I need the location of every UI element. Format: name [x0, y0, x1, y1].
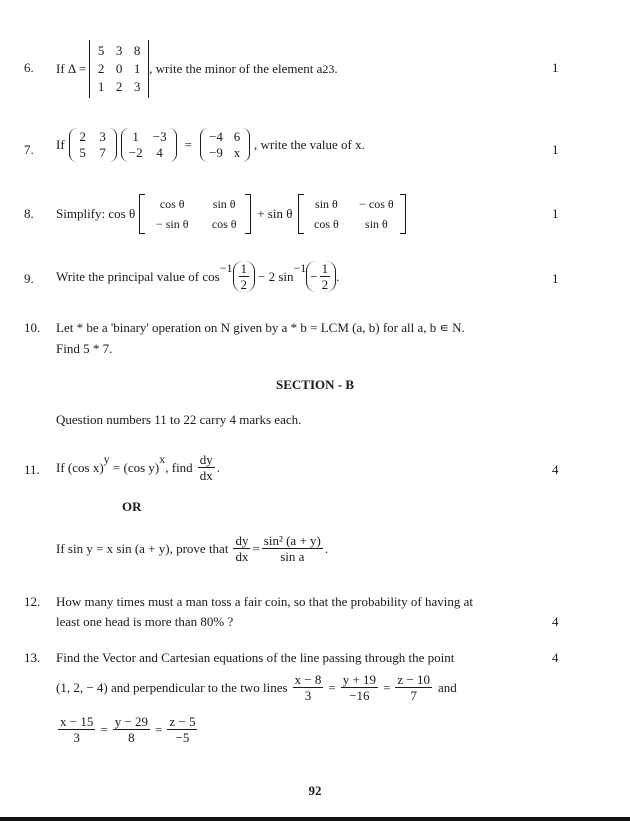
q9-sup: −1: [219, 261, 233, 275]
q6-if-delta: If Δ =: [56, 61, 87, 76]
det-cell: 2: [115, 79, 123, 94]
q9-marks: 1: [552, 271, 559, 286]
q8-matrix-2: [298, 194, 406, 234]
question-number-9: 9.: [24, 271, 34, 286]
fraction-denominator: 8: [128, 730, 135, 745]
q11-fraction: [198, 452, 215, 483]
q13-equals: =: [100, 721, 108, 737]
q13-fraction: [341, 672, 378, 703]
question-number-7: 7.: [24, 142, 34, 157]
q8-plus-sin: + sin θ: [257, 206, 293, 221]
fraction-denominator: 7: [410, 688, 417, 703]
matrix-cell: −4: [209, 129, 223, 144]
q11-alt-fraction-1: [233, 533, 250, 564]
matrix-cell: −3: [152, 129, 167, 144]
matrix-cell: 4: [156, 145, 163, 160]
q7-marks: 1: [552, 142, 559, 157]
q6-determinant: [89, 40, 149, 98]
det-cell: 2: [97, 61, 105, 76]
fraction-denominator: sin a: [280, 549, 305, 564]
fraction-denominator: 2: [240, 277, 247, 292]
fraction-denominator: dx: [199, 468, 213, 483]
q11-end: .: [216, 459, 220, 475]
det-cell: 0: [115, 61, 123, 76]
q8-text: Simplify: cos θ: [56, 206, 136, 221]
fraction-denominator: −16: [349, 688, 370, 703]
q7-equals: =: [184, 137, 193, 152]
question-number-10: 10.: [24, 320, 41, 335]
q13-line-1: Find the Vector and Cartesian equations of the line passing through the point: [56, 650, 455, 665]
page-number: 92: [308, 783, 322, 798]
q11-marks: 4: [552, 462, 559, 477]
q6-end: .: [334, 61, 338, 76]
q6-marks: 1: [552, 60, 559, 75]
fraction-denominator: 2: [321, 277, 329, 292]
det-cell: 3: [133, 79, 141, 94]
question-number-11: 11.: [24, 462, 40, 477]
matrix-cell: 7: [99, 145, 106, 160]
q10-line-2: Find 5 * 7.: [56, 341, 113, 356]
q9-end: .: [336, 268, 340, 284]
matrix-cell: cos θ: [159, 197, 185, 211]
question-11-alt: [56, 533, 328, 564]
question-number-13: 13.: [24, 650, 41, 665]
fraction-numerator: dy: [235, 533, 249, 548]
bottom-rule: [0, 817, 630, 821]
q13-marks: 4: [552, 650, 559, 665]
matrix-cell: 3: [99, 129, 106, 144]
matrix-cell: x: [233, 145, 241, 160]
fraction-numerator: sin² (a + y): [263, 533, 321, 548]
q9-minus-sin: − 2 sin: [258, 268, 294, 284]
q9-neg: −: [310, 268, 318, 284]
q13-line-2: [56, 672, 457, 703]
q13-fraction: [293, 672, 324, 703]
q7-matrix-3: [200, 128, 250, 162]
section-b-title: SECTION - B: [275, 377, 355, 392]
q6-text: , write the minor of the element a: [149, 61, 323, 76]
question-number-6: 6.: [24, 60, 34, 75]
matrix-cell: cos θ: [314, 217, 339, 231]
fraction-numerator: z − 5: [169, 714, 196, 729]
fraction-denominator: 3: [73, 730, 80, 745]
q11-text-c: , find: [165, 459, 193, 475]
matrix-cell: sin θ: [315, 197, 338, 211]
fraction-numerator: x − 15: [60, 714, 94, 729]
matrix-cell: 6: [233, 129, 241, 144]
matrix-cell: −9: [209, 145, 223, 160]
question-6-body: [56, 40, 338, 98]
matrix-cell: − cos θ: [359, 197, 394, 211]
q9-paren-2: [306, 261, 336, 292]
det-cell: 1: [133, 61, 141, 76]
section-b-note: Question numbers 11 to 22 carry 4 marks each.: [56, 412, 302, 427]
q8-marks: 1: [552, 206, 559, 221]
fraction-denominator: dx: [235, 549, 249, 564]
q13-line-2-text: (1, 2, − 4) and perpendicular to the two lines: [56, 679, 288, 695]
q9-paren-1: [233, 261, 256, 292]
question-8-body: [56, 194, 406, 234]
q13-equals: =: [155, 721, 163, 737]
matrix-cell: 1: [132, 129, 139, 144]
q11-sup-x: x: [159, 452, 166, 466]
fraction-numerator: z − 10: [397, 672, 431, 687]
fraction-numerator: dy: [199, 452, 213, 467]
fraction-numerator: 1: [240, 261, 247, 276]
q9-sup2: −1: [293, 261, 307, 275]
q13-equals: =: [328, 679, 336, 695]
q13-fraction: [167, 714, 197, 745]
q13-fraction: [58, 714, 95, 745]
matrix-cell: cos θ: [211, 217, 237, 231]
det-cell: 5: [97, 43, 105, 58]
q11-text-b: = (cos y): [109, 459, 160, 475]
question-number-8: 8.: [24, 206, 34, 221]
q11-or: OR: [122, 499, 142, 514]
fraction-denominator: −5: [175, 730, 190, 745]
q13-and: and: [438, 679, 457, 695]
q11-alt-fraction-2: [262, 533, 323, 564]
det-cell: 3: [115, 43, 123, 58]
q6-subscript: 23: [322, 61, 335, 76]
q7-matrix-1: [69, 128, 117, 162]
fraction-numerator: y + 19: [342, 672, 377, 687]
q8-matrix-1: [139, 194, 251, 234]
matrix-cell: 2: [79, 129, 86, 144]
question-7-body: [56, 128, 365, 162]
matrix-cell: − sin θ: [155, 217, 189, 231]
q11-alt-end: .: [324, 540, 329, 556]
q9-text: Write the principal value of cos: [56, 268, 220, 284]
q7-text: , write the value of x.: [254, 137, 365, 152]
q13-line-3: [56, 714, 199, 745]
fraction-numerator: 1: [321, 261, 329, 276]
q12-line-1: How many times must a man toss a fair coin, so that the probability of having at: [56, 594, 474, 609]
q7-matrix-2: [121, 128, 177, 162]
question-9-body: [56, 261, 339, 292]
q11-sup-y: y: [103, 452, 110, 466]
matrix-cell: sin θ: [212, 197, 236, 211]
det-cell: 1: [97, 79, 105, 94]
q13-fraction: [113, 714, 150, 745]
q10-line-1: Let * be a 'binary' operation on N given by a * b = LCM (a, b) for all a, b ∊ N.: [56, 320, 465, 335]
matrix-cell: −2: [128, 145, 143, 160]
q11-alt-eq: =: [252, 540, 260, 556]
question-number-12: 12.: [24, 594, 41, 609]
q13-fraction: [395, 672, 432, 703]
question-11-body: [56, 452, 220, 483]
q11-alt-text: If sin y = x sin (a + y), prove that: [56, 540, 229, 556]
q12-line-2: least one head is more than 80% ?: [56, 614, 234, 629]
matrix-cell: sin θ: [365, 217, 388, 231]
det-cell: 8: [133, 43, 141, 58]
q9-fraction: [239, 261, 250, 292]
fraction-denominator: 3: [304, 688, 312, 703]
q9-fraction-2: [320, 261, 331, 292]
matrix-cell: 5: [79, 145, 86, 160]
fraction-numerator: y − 29: [114, 714, 149, 729]
q11-text-a: If (cos x): [56, 459, 104, 475]
q7-if: If: [56, 137, 65, 152]
q12-marks: 4: [552, 614, 559, 629]
fraction-numerator: x − 8: [294, 672, 322, 687]
q13-equals: =: [383, 679, 391, 695]
